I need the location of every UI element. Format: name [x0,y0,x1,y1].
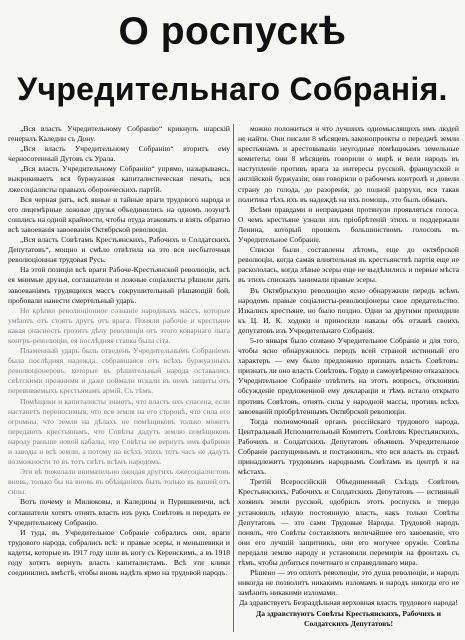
left-paragraph: „Вся власть Учредительному Собранію“ вторитъ ему черносотенный Дутовъ съ Урала. [8,144,230,164]
left-paragraph: Пламенный ударъ быль отведенъ Учредительнымъ Собраніемъ была послѣдняя надежда, собравшаяся отъ всѣхъ буржуазныхъ революціонеровъ, которые въ рѣшительный народа оставались свѣтскими прежними и даже поймали искали въ немъ защиты отъ перевиваемыхъ крестьянамъ армій. Съ тѣмъ. [8,346,230,396]
left-paragraph: Эти вѣ пожелали внимательно ожидая другихъ лжесоціалистовъ вновь, только бы на вновь въ обѣщаніяхъ быть только въ вашей отъ силы. [8,467,230,497]
column-divider [233,124,234,632]
left-paragraph: Помѣщики и капиталисты знаютъ, что власть ихъ спасена, если настанетъ переносимыя, что вся земля на его сторонѣ, что сила его огромны, что земля на дѣлахъ не помѣщиковъ только можетъ передаютъ крестьянамъ, что Совѣты дадутъ землю помѣщиковъ народу раньше новой кабалы, что Совѣты не вернутъ имъ фабрики и заводы и всѣ земли, а потому на всѣхъ этихъ тотъ часъ не дадутъ возможности то въ тотъ свѣтъ всѣмъ народомъ. [8,396,230,467]
headline-line-2: Учредительнаго Собранія. [17,71,448,107]
right-paragraph: 5-го января было созвано Учредительное Собраніе и для того, чтобы ясно обнаружилось передъ всей страной истинный его характеръ — ему было предложено признать власть Совѣтовъ: признать ли оно власть Совѣтовъ. Гордо и самоувѣренно отказалось Учредительное Собраніе отвѣтить на этотъ вопросъ, отклонивъ обсужденіе предложенной ему деклараціи и тѣмъ встало открыто противъ Совѣтовъ, отнять силы у народной массы, противъ всѣхъ завоеваній пріобрѣтеннымъ Октябрской революціи. [238,335,459,416]
right-text-column [238,124,459,636]
right-paragraph: можно положиться и что лучшихъ одномыслящихъ имъ людей не найти. Они писали 8 мѣсяцевъ законопроекты о передачѣ земли крестьянамъ и арестовывали неугодные помѣщикамъ земельные комитеты; они 8 мѣсяцевъ говорили о мирѣ и вели народъ въ наступленіе противъ врага за интересы русской, французской и англійской буржуазіи; они говорили о рабочемъ контролѣ и довели страну до голода, до разоренія, до полной разрухи, вся такая политика тѣхъ ихъ въ надеждѣ на ихъ помощь, это былъ обманъ. [238,124,459,204]
right-paragraph: Тогда полномочный органъ россійскаго трудового народа, Центральный Исполнительный Комитетъ Совѣтовъ Крестьянскихъ, Рабочихъ и Солдатскихъ Депутатовъ объявилъ Учредительное Собраніе распущеннымъ и постановилъ, что вся власть въ странѣ принадлежитъ трудовымъ народнымъ Совѣтамъ въ центрѣ и на мѣстахъ. [238,416,459,477]
right-paragraph: Да здравствуетъ Безраздѣльная верховная власть трудового народа! [239,598,458,608]
right-paragraph: Третій Всероссійскій Объединенный Съѣздъ Совѣтовъ Крестьянскихъ, Рабочихъ и Солдатскихъ Депутатовъ — истинный хозяинъ земли русской, одобрилъ этотъ роспускъ и твердо установилъ нѣкую постоянную власть, какъ только Совѣты Депутатовъ — это сами Трудовые Народы. Трудовой народъ понялъ, что Совѣты составляютъ величайшее его завоеваніе, что они его лучшій защитникъ, они его могучее оружіе. Совѣты передали землю народу и установили перемирія на фронтахъ съ тѣмъ, чтобы добиться почетнаго и справедливаго мира. [238,477,459,568]
left-paragraph: Вотъ почему и Милюковы, и Каледины и Пуришкевичи, всѣ соглашатели хотятъ отнять власть изъ рукъ Совѣтовъ и передать ее Учредительному Собранію. [8,497,230,527]
left-paragraph: „Вся власть Учредительному Собранію“ упрямо, назырываясь, выкрикиваетъ вся буржуазная капиталистическая печать, вся лжесоціалисты правыхъ оборонческихъ партій. [8,164,230,194]
left-paragraph: На этой позиціи всѣ враги Рабоче-Крестьянской революціи, всѣ ея мнимые друзья, соглашатели и ложные соціалисты рѣшили дать завоеваніямъ трудящихся массъ сокрушительный рѣшающій бой, пробовали нанести смертельный ударъ. [8,265,230,305]
right-paragraph: Списки были составлены лѣтомъ, еще до октябрской революціи, когда самая влиятельная въ крестьянствѣ партія еще не раскололась, когда лѣвые эсеры еще не выдѣлились и первые мѣста въ этихъ спискахъ занимали правые эсеры. [238,245,459,285]
left-paragraph: И туда, въ Учредительное Собраніе собрались они, враги трудового народа, собрались всѣ: и правые эсеры, и меньшевики и кадеты, которые въ 1917 году шли въ ногу съ Керенскимъ, а въ 1918 году хотятъ вернуть власть капиталистамъ. Всѣ эти клики соединились вмѣстѣ, чтобы вновь надѣть ярмо на трудовой народъ. [8,527,230,578]
left-paragraph: „Вся власть Совѣтамъ Крестьянскихъ, Рабочихъ и Солдатскихъ Депутатовъ“, мощно и смѣло отвѣтила на это вся несбыточная революціонная трудовая Русь. [8,235,230,265]
left-paragraph: Но крѣпко революціонное сознаніе народныхъ массъ, которые умѣютъ отъ стоятъ другъ отъ врага. Поняли рабочіе и крестьяне какая опасность грозитъ дѣлу революціи отъ этого коварнаго шага контръ-революціи, ея послѣдняя ставка была сіта. [8,305,230,345]
right-paragraph: Въ Октябрьскую революцію ясно обнаружили передъ всѣмъ народомъ правые соціалисты-революціонеры свое предательство. Изкались крестьяне, но было поздно. Одни за другими приходили къ Ц. И. К. ходоки и приносили наказы объ отзывѣ своихъ депутатовъ изъ Учредительнаго Собранія. [238,285,459,335]
left-paragraph: Вся черная рать, всѣ явные и тайные враги трудового народа и его лицемѣрные ложные друзья объединились на одномъ лозунгѣ сошлись на одной крайности, чтобы отуда атаковать и взять обратно всѣ завоеванія завоеванія Октябрской революціи. [8,194,230,234]
closing-slogan: Да здравствуютъ Совѣты Крестьянскихъ, Рабочихъ и Солдатскихъ Депутатовъ! [256,608,441,628]
right-paragraph: Рѣшено — это оплотъ революціи, это душа революціи, и народъ никогда не позволитъ никакимъ изломамъ и народъ никогда его не замѣнить никакими изломами. [238,568,459,598]
left-paragraph: „Вся власть Учредительному Собранію“ крикнулъ шарскій генералъ Каледин съ Дону. [8,124,230,144]
right-paragraph: Всѣми правдами и неправдами протянули проявляться голоса. О чемъ крестьяне узнали изъ пріобрѣтеній этихъ и поддержали Ленина, который прошелъ большинствомъ голосовъ въ Учредительное Собраніе. [238,204,459,245]
left-text-column [8,124,230,636]
headline-line-1: О роспускѣ [118,10,347,53]
